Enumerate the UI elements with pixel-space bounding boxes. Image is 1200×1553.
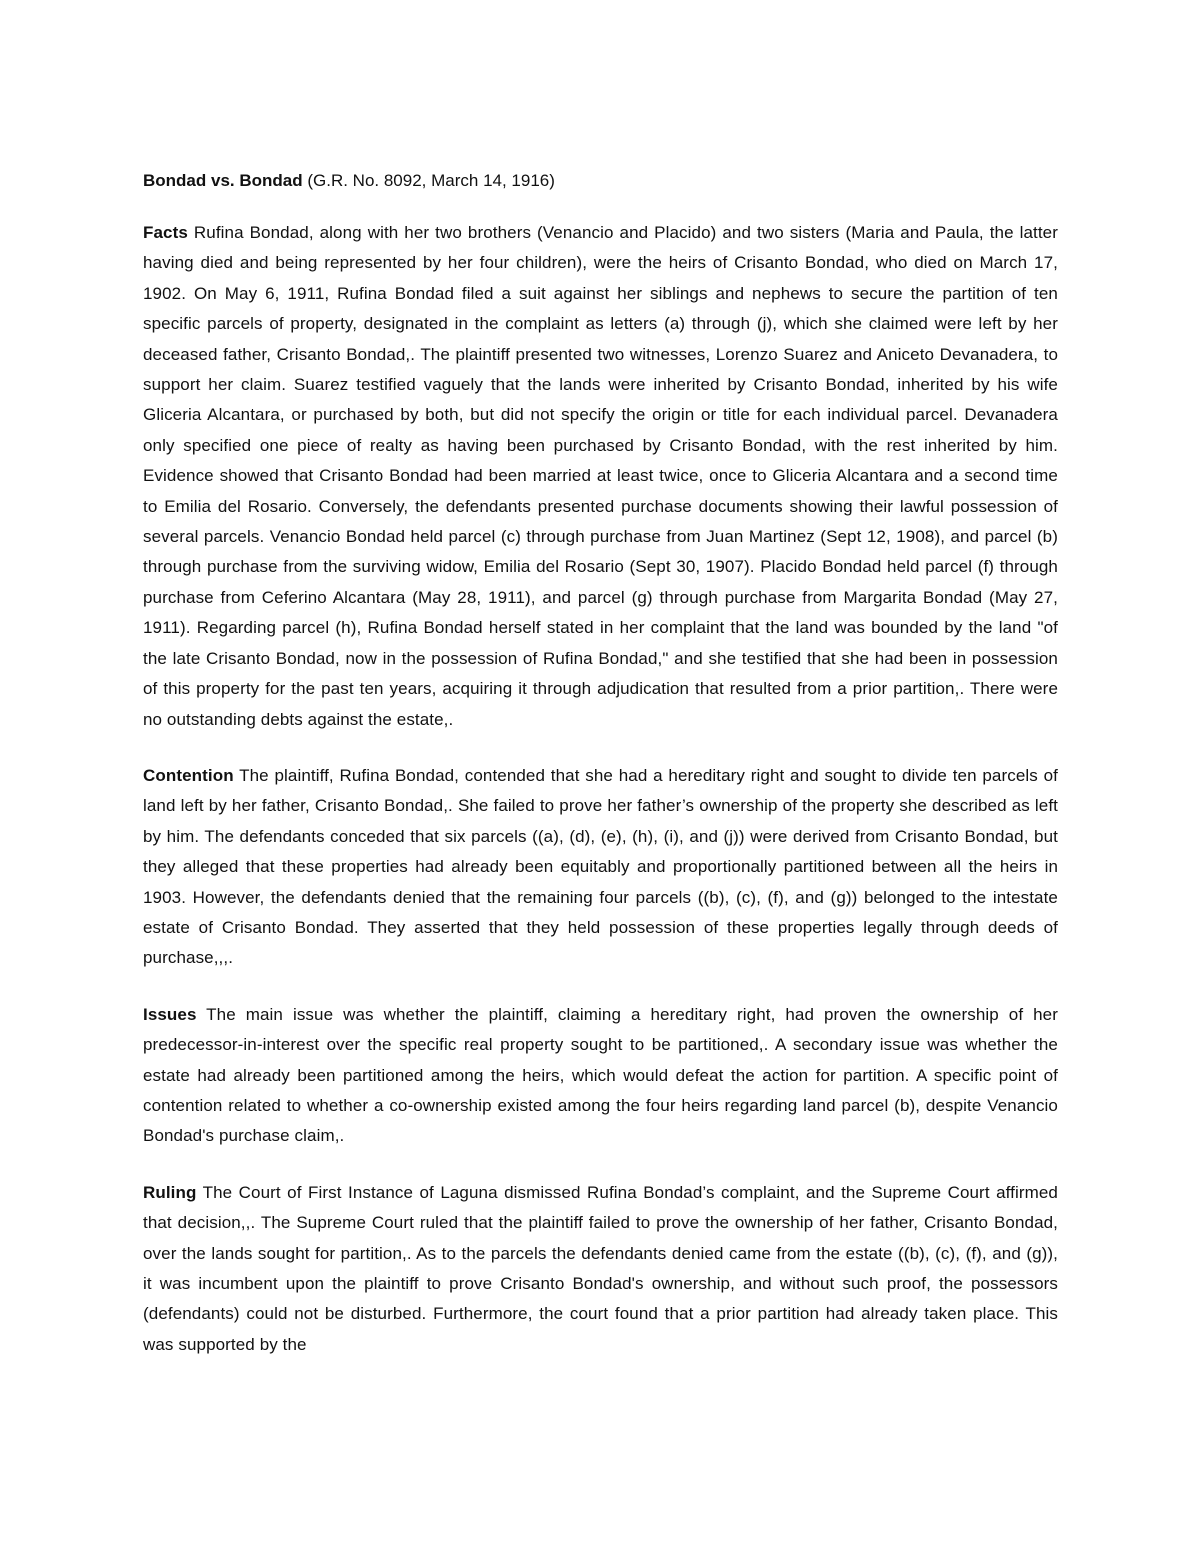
section-facts <box>143 218 1058 735</box>
case-citation: (G.R. No. 8092, March 14, 1916) <box>302 171 555 190</box>
section-text-issues: The main issue was whether the plaintiff, claiming a hereditary right, had proven the ownership of her predecessor-in-interest over the specific real property sought to be partitioned,. A secondary issue was whether the estate had already been partitioned among the heirs, which would defeat the action for partition. A specific point of contention related to whether a co-ownership existed among the four heirs regarding land parcel (b), despite Venancio Bondad's purchase claim,. <box>143 1004 1058 1146</box>
section-text-facts: Rufina Bondad, along with her two brothers (Venancio and Placido) and two sisters (Maria and Paula, the latter having died and being represented by her four children), were the heirs of Crisanto Bondad, who died on March 17, 1902. On May 6, 1911, Rufina Bondad filed a suit against her siblings and nephews to secure the partition of ten specific parcels of property, designated in the complaint as letters (a) through (j), which she claimed were left by her deceased father, Crisanto Bondad,. The plaintiff presented two witnesses, Lorenzo Suarez and Aniceto Devanadera, to support her claim. Suarez testified vaguely that the lands were inherited by Crisanto Bondad, inherited by his wife Gliceria Alcantara, or purchased by both, but did not specify the origin or title for each individual parcel. Devanadera only specified one piece of realty as having been purchased by Crisanto Bondad, with the rest inherited by him. Evidence showed that Crisanto Bondad had been married at least twice, once to Gliceria Alcantara and a second time to Emilia del Rosario. Conversely, the defendants presented purchase documents showing their lawful possession of several parcels. Venancio Bondad held parcel (c) through purchase from Juan Martinez (Sept 12, 1908), and parcel (b) through purchase from the surviving widow, Emilia del Rosario (Sept 30, 1907). Placido Bondad held parcel (f) through purchase from Ceferino Alcantara (May 28, 1911), and parcel (g) through purchase from Margarita Bondad (May 27, 1911). Regarding parcel (h), Rufina Bondad herself stated in her complaint that the land was bounded by the land "of the late Crisanto Bondad, now in the possession of Rufina Bondad," and she testified that she had been in possession of this property for the past ten years, acquiring it through adjudication that resulted from a prior partition,. There were no outstanding debts against the estate,. <box>143 223 1058 729</box>
document-page <box>143 166 1058 1386</box>
section-contention <box>143 761 1058 974</box>
section-heading-issues: Issues <box>143 1004 197 1024</box>
section-text-contention: The plaintiff, Rufina Bondad, contended that she had a hereditary right and sought to divide ten parcels of land left by her father, Crisanto Bondad,. She failed to prove her father’s ownership of the property she described as left by him. The defendants conceded that six parcels ((a), (d), (e), (h), (i), and (j)) were derived from Crisanto Bondad, but they alleged that these properties had already been equitably and proportionally partitioned between all the heirs in 1903. However, the defendants denied that the remaining four parcels ((b), (c), (f), and (g)) belonged to the intestate estate of Crisanto Bondad. They asserted that they held possession of these properties legally through deeds of purchase,,,. <box>143 765 1058 968</box>
section-text-ruling: The Court of First Instance of Laguna dismissed Rufina Bondad’s complaint, and the Supreme Court affirmed that decision,,. The Supreme Court ruled that the plaintiff failed to prove the ownership of her father, Crisanto Bondad, over the lands sought for partition,. As to the parcels the defendants denied came from the estate ((b), (c), (f), and (g)), it was incumbent upon the plaintiff to prove Crisanto Bondad's ownership, and without such proof, the possessors (defendants) could not be disturbed. Furthermore, the court found that a prior partition had already taken place. This was supported by the <box>143 1182 1058 1354</box>
case-name: Bondad vs. Bondad <box>143 171 303 190</box>
section-heading-contention: Contention <box>143 765 234 785</box>
section-heading-facts: Facts <box>143 223 188 242</box>
section-heading-ruling: Ruling <box>143 1182 197 1202</box>
section-issues <box>143 1000 1058 1152</box>
document-title <box>143 166 1058 196</box>
section-ruling <box>143 1178 1058 1360</box>
